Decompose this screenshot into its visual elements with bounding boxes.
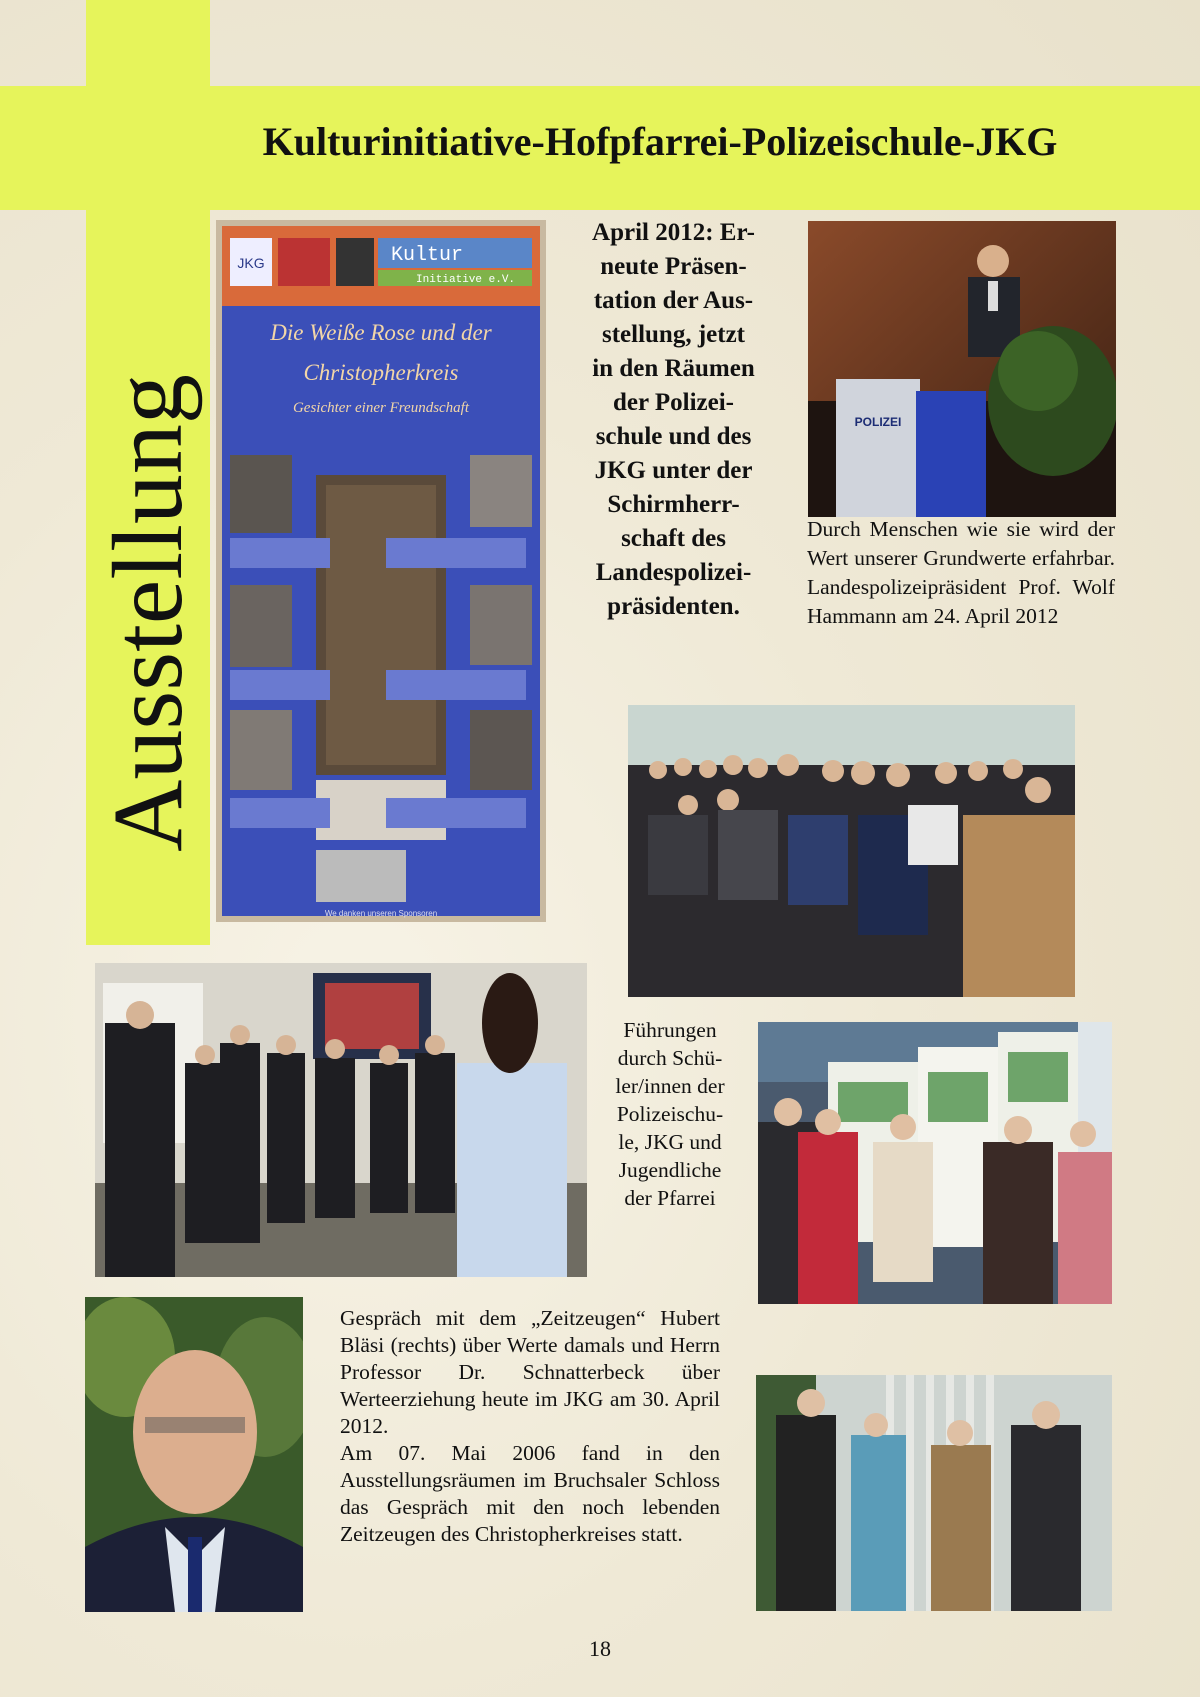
tours-caption-line: durch Schü- (617, 1046, 723, 1070)
witness-caption (340, 1305, 720, 1548)
portrait-photo (85, 1297, 303, 1612)
poster-footer: We danken unseren Sponsoren (324, 909, 438, 918)
headline-line: tation der Aus- (593, 287, 754, 314)
headline-line: in den Räumen (592, 355, 755, 382)
tours-caption-line: Polizeischu- (616, 1102, 724, 1126)
headline-line: der Polizei- (612, 389, 735, 416)
headline (576, 216, 771, 624)
page-number: 18 (589, 1636, 611, 1661)
exhibition-poster-photo (216, 220, 546, 922)
witnesses-photo (756, 1375, 1112, 1611)
poster-title: Die Weiße Rose und der (270, 320, 492, 345)
section-title-vertical (88, 318, 208, 908)
poster-logo-sub: Initiative e.V. (416, 274, 516, 286)
poster-title-2: Christopherkreis (303, 360, 459, 385)
witness-caption-paragraph: Gespräch mit dem „Zeitzeugen“ Hubert Bläsi (rechts) über Werte damals und Herrn Professor Dr. Schnatterbeck über Werteerziehung heute im JKG am 30. April 2012. (340, 1306, 720, 1438)
tours-caption-line: Jugendliche (618, 1158, 722, 1182)
tours-caption-line: ler/innen der (615, 1074, 725, 1098)
headline-line: präsidenten. (607, 593, 740, 620)
tours-caption-line: der Pfarrei (624, 1186, 716, 1210)
exhibition-visitors-photo (758, 1022, 1112, 1304)
speaker-caption: Durch Menschen wie sie wird der Wert unserer Grundwerte erfahrbar. Landespolizeipräsident Prof. Wolf Hammann am 24. April 2012 (807, 517, 1115, 628)
page-title: Kulturinitiative-Hofpfarrei-Polizeischule-JKG (262, 119, 1058, 164)
tour-group-photo (95, 963, 587, 1277)
headline-line: JKG unter der (594, 457, 753, 484)
headline-line: schaft des (621, 525, 726, 552)
witness-caption-paragraph: Am 07. Mai 2006 fand in den Ausstellungsräumen im Bruchsaler Schloss das Gespräch mit den noch lebenden Zeitzeugen des Christopherkreises statt. (340, 1441, 720, 1546)
speaker-photo (808, 221, 1116, 517)
poster-logo-kultur: Kultur (391, 244, 464, 267)
tours-caption-line: le, JKG und (618, 1130, 722, 1154)
tours-caption-line: Führungen (623, 1018, 717, 1042)
poster-logo-jkg: JKG (237, 255, 265, 271)
headline-line: Landespolizei- (595, 559, 752, 586)
headline-line: stellung, jetzt (601, 321, 746, 348)
tours-caption (600, 1016, 740, 1212)
headline-line: schule und des (595, 423, 752, 450)
headline-line: neute Präsen- (600, 253, 747, 280)
lectern-label: POLIZEI (854, 415, 902, 429)
poster-subtitle: Gesichter einer Freundschaft (292, 400, 470, 416)
headline-line: Schirmherr- (607, 491, 740, 518)
section-label: Ausstellung (92, 374, 204, 852)
headline-line: April 2012: Er- (592, 219, 755, 246)
audience-photo (628, 705, 1075, 997)
